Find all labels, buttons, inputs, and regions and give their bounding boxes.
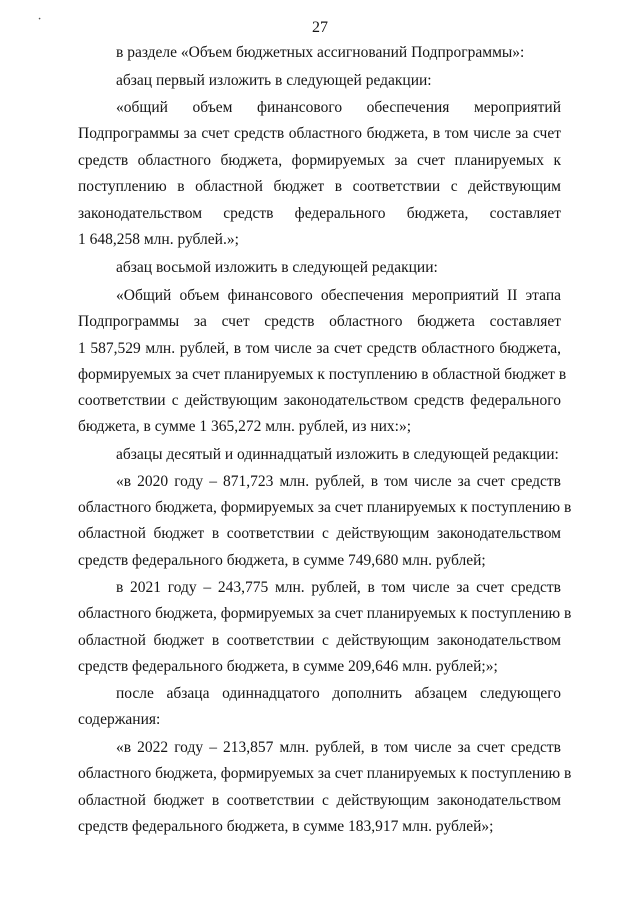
corner-mark: · bbox=[34, 11, 46, 28]
text-line: средств областного бюджета, формируемых за счет планируемых к bbox=[78, 152, 561, 169]
text-line: после абзаца одиннадцатого дополнить абзацем следующего bbox=[116, 685, 561, 702]
text-line: соответствии с действующим законодательством средств федерального bbox=[78, 392, 561, 409]
text-line: абзац первый изложить в следующей редакции: bbox=[116, 72, 432, 89]
text-line: законодательством средств федерального бюджета, составляет bbox=[78, 205, 561, 222]
text-line: формируемых за счет планируемых к поступлению в областной бюджет в bbox=[78, 366, 567, 383]
text-line: областного бюджета, формируемых за счет планируемых к поступлению в bbox=[78, 605, 572, 622]
text-line: содержания: bbox=[78, 711, 161, 728]
text-line: средств федерального бюджета, в сумме 183,917 млн. рублей»; bbox=[78, 818, 494, 835]
page-number: 27 bbox=[312, 19, 328, 36]
text-line: областного бюджета, формируемых за счет планируемых к поступлению в bbox=[78, 765, 572, 782]
text-line: бюджета, в сумме 1 365,272 млн. рублей, из них:»; bbox=[78, 418, 412, 435]
text-line: 1 648,258 млн. рублей.»; bbox=[78, 231, 239, 248]
text-line: абзацы десятый и одиннадцатый изложить в следующей редакции: bbox=[116, 446, 559, 463]
text-line: областной бюджет в соответствии с действующим законодательством bbox=[78, 632, 561, 649]
text-line: «в 2022 году – 213,857 млн. рублей, в том числе за счет средств bbox=[116, 739, 561, 756]
text-line: Подпрограммы за счет средств областного бюджета, в том числе за счет bbox=[78, 125, 561, 142]
text-line: «общий объем финансового обеспечения мероприятий bbox=[116, 99, 561, 116]
text-line: областной бюджет в соответствии с действующим законодательством bbox=[78, 792, 561, 809]
text-line: средств федерального бюджета, в сумме 209,646 млн. рублей;»; bbox=[78, 658, 498, 675]
text-line: Подпрограммы за счет средств областного бюджета составляет bbox=[78, 313, 561, 330]
text-line: средств федерального бюджета, в сумме 749,680 млн. рублей; bbox=[78, 552, 486, 569]
text-line: «в 2020 году – 871,723 млн. рублей, в том числе за счет средств bbox=[116, 473, 561, 490]
text-line: 1 587,529 млн. рублей, в том числе за счет средств областного бюджета, bbox=[78, 340, 561, 357]
text-line: областной бюджет в соответствии с действующим законодательством bbox=[78, 525, 561, 542]
text-line: абзац восьмой изложить в следующей редакции: bbox=[116, 259, 438, 276]
text-line: областного бюджета, формируемых за счет планируемых к поступлению в bbox=[78, 499, 572, 516]
text-line: «Общий объем финансового обеспечения мероприятий II этапа bbox=[116, 287, 561, 304]
text-line: поступлению в областной бюджет в соответствии с действующим bbox=[78, 178, 561, 195]
text-line: в 2021 году – 243,775 млн. рублей, в том числе за счет средств bbox=[116, 579, 561, 596]
text-line: в разделе «Объем бюджетных ассигнований Подпрограммы»: bbox=[116, 44, 525, 61]
